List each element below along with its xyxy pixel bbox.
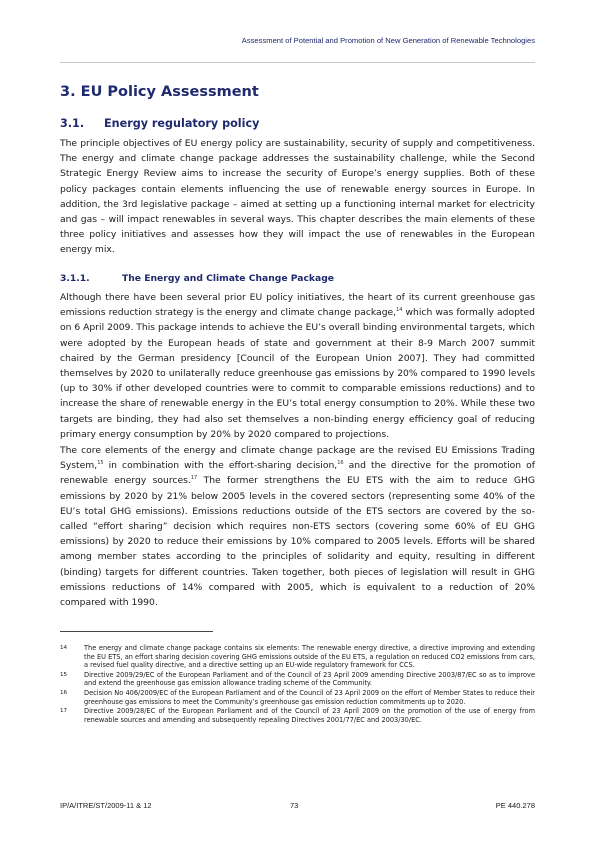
- footer-doc-ref: IP/A/ITRE/ST/2009-11 & 12: [60, 801, 152, 810]
- footnote-text: Directive 2009/28/EC of the European Parliament and of the Council of 23 April 2009 on the promotion of the use of energy from renewable sources and amending and subsequently repealing Directives 2001/77/EC and 2003/30/EC.: [84, 707, 535, 724]
- footnote-divider: [60, 631, 213, 632]
- paragraph-text: The former strengthens the EU ETS with the aim to reduce GHG emissions by 2020 by 21% below 2005 levels in the covered sectors (representing some 40% of the EU’s total GHG emissions). Emissions reductions outside of the ETS sectors are covered by the so-called “effort sharing” decision which requires non-ETS sectors (covering some 60% of EU GHG emissions) by 2020 to reduce their emissions by 10% compared to 2005 levels. Efforts will be shared among member states according to the principles of solidarity and equity, resulting in different (binding) targets for different countries. Taken together, both pieces of legislation will result in GHG emissions reductions of 14% compared with 2005, which is equivalent to a reduction of 20% compared with 1990.: [60, 475, 535, 609]
- footnotes: [60, 644, 535, 725]
- footnote-number: 14: [60, 645, 68, 651]
- subsection-title: The Energy and Climate Change Package: [122, 273, 335, 284]
- chapter-heading: [60, 84, 259, 100]
- page-number: 73: [290, 801, 299, 810]
- paragraph-text: and the directive for the promotion of renewable energy sources.: [60, 460, 536, 487]
- section-heading: [60, 117, 259, 130]
- footnote-text: Decision No 406/2009/EC of the European Parliament and of the Council of 23 April 2009 on the effort of Member States to reduce their greenhouse gas emissions to meet the Community’s greenhouse gas emission reduction commitments up to 2020.: [84, 688, 535, 706]
- section-number: 3.1.: [60, 117, 85, 130]
- section-paragraph: The principle objectives of EU energy policy are sustainability, security of supply and competitiveness. The energy and climate change package addresses the sustainability challenge, while the Second Strategic Energy Review aims to increase the security of Europe’s energy supplies. Both of these policy packages contain elements influencing the use of renewable energy sources in Europe. In addition, the 3rd legislative package – aimed at setting up a functioning internal market for electricity and gas – will impact renewables in several ways. This chapter describes the main elements of these three policy initiatives and assesses how they will impact the use of renewables in the European energy mix.: [60, 138, 535, 256]
- subsection-paragraph-2: [60, 443, 535, 610]
- footnote: [60, 689, 535, 706]
- section-title: Energy regulatory policy: [104, 117, 260, 130]
- footnote-ref-17[interactable]: 17: [190, 475, 198, 482]
- running-header: Assessment of Potential and Promotion of New Generation of Renewable Technologies: [241, 36, 535, 45]
- paragraph-text: which was formally adopted on 6 April 2009. This package intends to achieve the EU’s overall binding environmental targets, which were adopted by the European heads of state and government at their 8-9 March 2007 summit chaired by the German presidency [Council of the European Union 2007]. They had committed themselves by 2020 to unilaterally reduce greenhouse gas emissions by 20% compared to 1990 levels (up to 30% if other developed countries were to commit to comparable emissions reductions) and to increase the share of renewable energy in the EU’s total energy consumption to 20%. While these two targets are binding, they had also set themselves a non-binding energy efficiency goal of reducing primary energy consumption by 20% by 2020 compared to projections.: [60, 307, 535, 440]
- footer-pe-number: PE 440.278: [495, 801, 535, 810]
- footnote-ref-14[interactable]: 14: [396, 307, 403, 314]
- footnote-number: 16: [60, 689, 68, 696]
- subsection-heading: [60, 273, 334, 284]
- footnote-number: 15: [60, 671, 68, 678]
- footnote: [60, 671, 535, 688]
- footnote-text: Directive 2009/29/EC of the European Parliament and of the Council of 23 April 2009 amending Directive 2003/87/EC so as to improve and extend the greenhouse gas emission allowance trading scheme of the Community.: [84, 670, 535, 688]
- paragraph-text: The core elements of the energy and climate change package are the revised EU Emissions Trading System,: [60, 445, 535, 472]
- chapter-number: 3.: [60, 84, 76, 100]
- header-divider: [60, 62, 535, 63]
- paragraph-text: Although there have been several prior EU policy initiatives, the heart of its current greenhouse gas emissions reduction strategy is the energy and climate change package,: [60, 292, 535, 319]
- paragraph-text: in combination with the effort-sharing decision,: [103, 460, 338, 472]
- footnote: [60, 707, 535, 724]
- footnote-ref-16[interactable]: 16: [337, 460, 344, 467]
- footnote: [60, 644, 535, 670]
- footnote-ref-15[interactable]: 15: [97, 460, 104, 467]
- chapter-title: EU Policy Assessment: [80, 84, 259, 100]
- subsection-number: 3.1.1.: [60, 273, 90, 284]
- footnote-number: 17: [60, 708, 68, 715]
- footnote-text: The energy and climate change package contains six elements: The renewable energy directive, a directive improving and extending the EU ETS, an effort sharing decision covering GHG emissions outside of the EU ETS, a regulation on reduced CO2 emissions from cars, a revised fuel quality directive, and a directive setting up an EU-wide regulatory framework for CCS.: [84, 644, 535, 670]
- subsection-paragraph-1: [60, 290, 535, 442]
